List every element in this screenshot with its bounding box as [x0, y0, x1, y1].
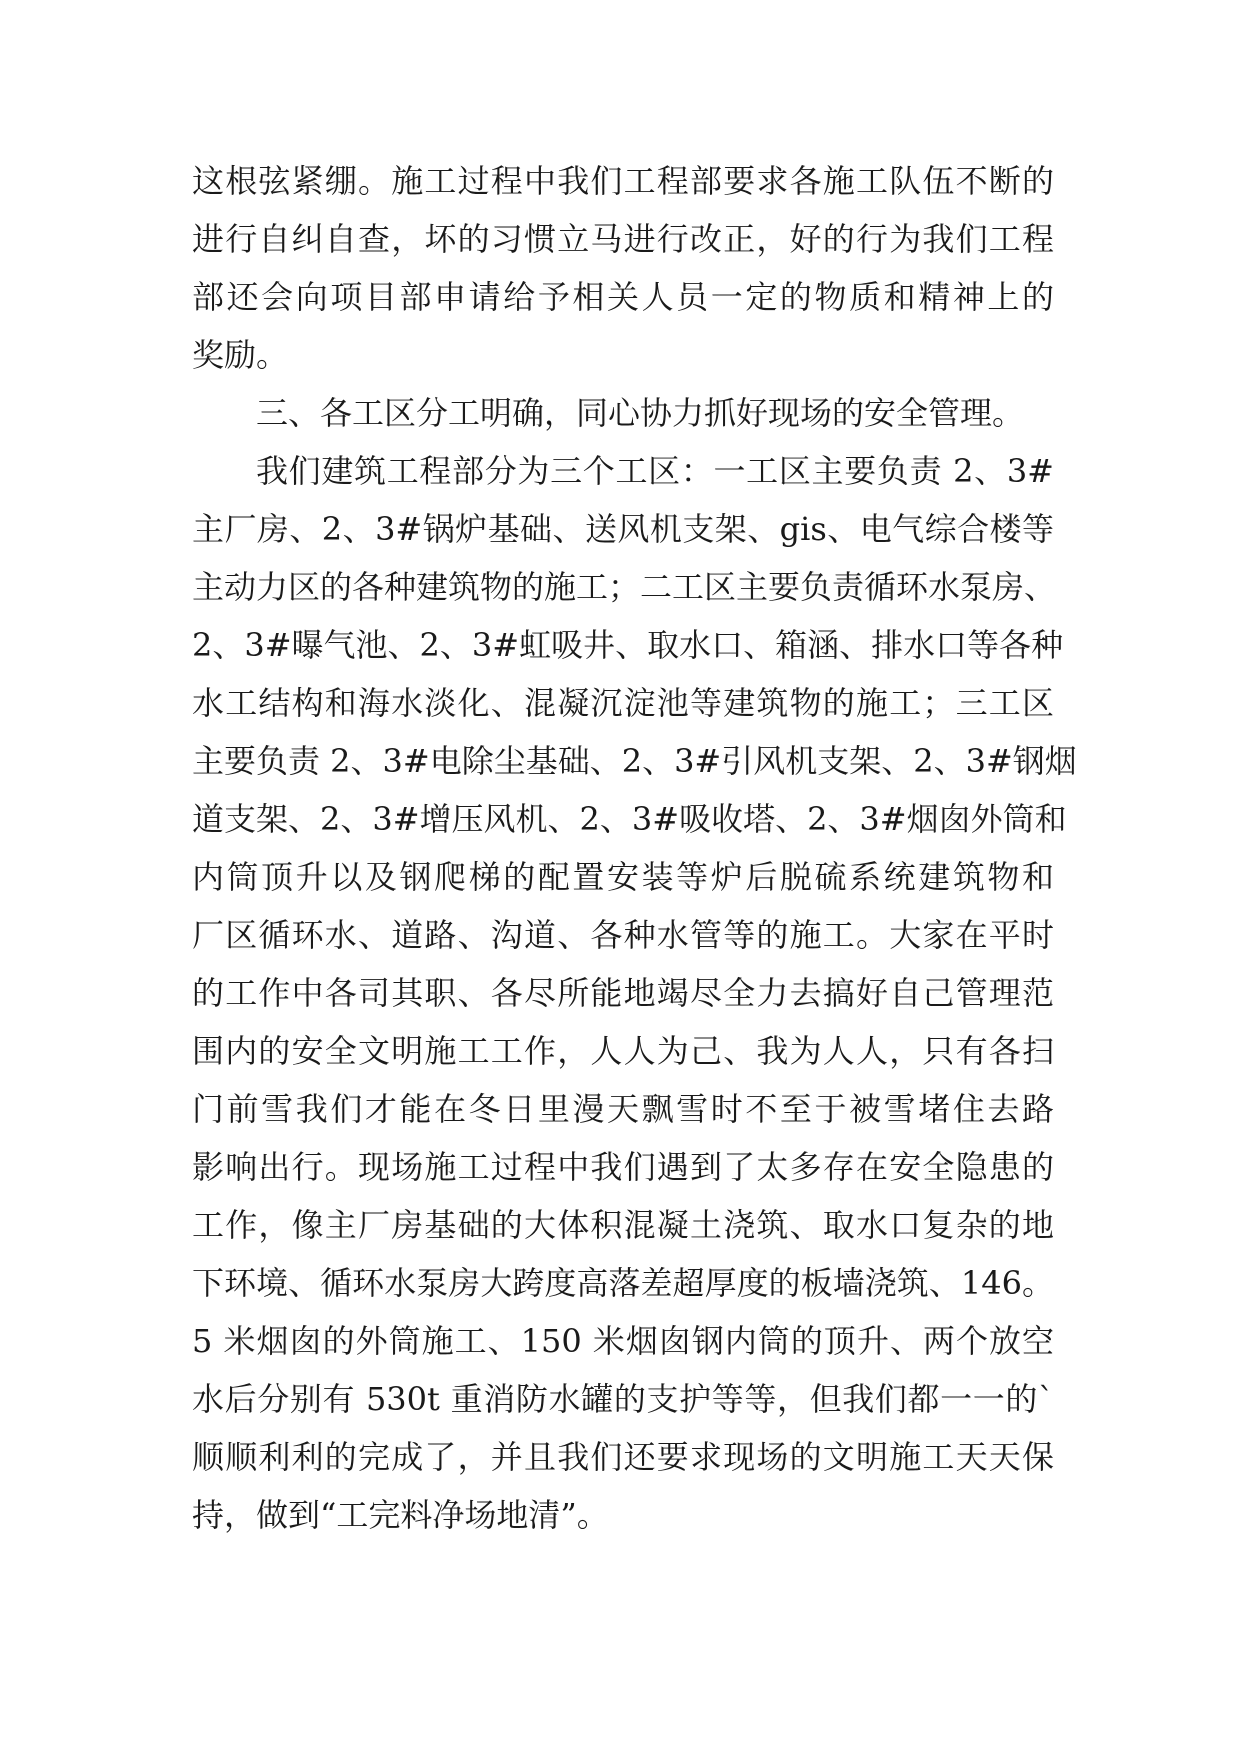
- body-text: [192, 152, 1077, 1544]
- text-line: 围内的安全文明施工工作，人人为己、我为人人，只有各扫: [192, 1032, 1054, 1070]
- text-line: 进行自纠自查，坏的习惯立马进行改正，好的行为我们工程: [192, 220, 1054, 258]
- text-line: 工作，像主厂房基础的大体积混凝土浇筑、取水口复杂的地: [192, 1206, 1054, 1244]
- text-line: 2、3#曝气池、2、3#虹吸井、取水口、箱涵、排水口等各种: [192, 626, 1064, 664]
- text-line: 门前雪我们才能在冬日里漫天飘雪时不至于被雪堵住去路: [192, 1090, 1054, 1128]
- text-line: 顺顺利利的完成了，并且我们还要求现场的文明施工天天保: [192, 1438, 1054, 1476]
- text-line: 厂区循环水、道路、沟道、各种水管等的施工。大家在平时: [192, 916, 1054, 954]
- text-line: 水后分别有 530t 重消防水罐的支护等等，但我们都一一的`: [192, 1380, 1054, 1418]
- text-line: 部还会向项目部申请给予相关人员一定的物质和精神上的: [192, 278, 1054, 316]
- text-line: 主厂房、2、3#锅炉基础、送风机支架、gis、电气综合楼等: [192, 510, 1054, 548]
- text-line: 奖励。: [192, 336, 289, 374]
- text-line: 这根弦紧绷。施工过程中我们工程部要求各施工队伍不断的: [192, 162, 1054, 200]
- text-line: 内筒顶升以及钢爬梯的配置安装等炉后脱硫系统建筑物和: [192, 858, 1054, 896]
- text-line: 道支架、2、3#增压风机、2、3#吸收塔、2、3#烟囱外筒和: [192, 800, 1067, 838]
- text-line: 5 米烟囱的外筒施工、150 米烟囱钢内筒的顶升、两个放空: [192, 1322, 1054, 1360]
- text-line: 我们建筑工程部分为三个工区：一工区主要负责 2、3#: [256, 452, 1054, 490]
- section-heading: 三、各工区分工明确，同心协力抓好现场的安全管理。: [256, 394, 1025, 432]
- text-line: 影响出行。现场施工过程中我们遇到了太多存在安全隐患的: [192, 1148, 1054, 1186]
- text-line: 主要负责 2、3#电除尘基础、2、3#引风机支架、2、3#钢烟: [192, 742, 1077, 780]
- text-line: 下环境、循环水泵房大跨度高落差超厚度的板墙浇筑、146。: [192, 1264, 1054, 1302]
- text-line: 主动力区的各种建筑物的施工；二工区主要负责循环水泵房、: [192, 568, 1057, 606]
- text-line: 的工作中各司其职、各尽所能地竭尽全力去搞好自己管理范: [192, 974, 1054, 1012]
- text-line: 持，做到“工完料净场地清”。: [192, 1496, 609, 1534]
- text-line: 水工结构和海水淡化、混凝沉淀池等建筑物的施工；三工区: [192, 684, 1054, 722]
